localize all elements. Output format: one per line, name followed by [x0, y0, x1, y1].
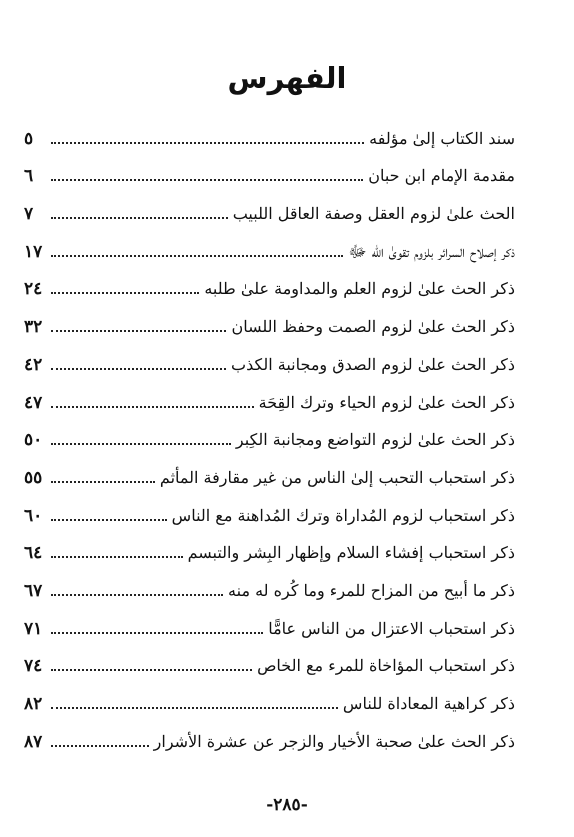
- toc-entry-page: ٧١: [24, 618, 43, 639]
- toc-entry-title: ذكر الحث علىٰ لزوم الصمت وحفظ اللسان: [231, 317, 515, 337]
- toc-entry-page: ٨٢: [24, 694, 43, 714]
- toc-entry-title: ذكر كراهية المعاداة للناس: [342, 694, 515, 713]
- dot-leader: [51, 179, 363, 181]
- toc-entry-page: ٦: [24, 166, 34, 187]
- toc-entry-page: ٦٠: [24, 505, 43, 526]
- toc-entry-page: ٧٤: [24, 656, 43, 677]
- toc-entry-title: ذكر استحباب التحبب إلىٰ الناس من غير مقارفة المأثم: [159, 467, 515, 487]
- toc-entry-page: ٤٢: [24, 354, 43, 375]
- toc-entry: [24, 187, 515, 225]
- toc-entry: [24, 451, 515, 489]
- dot-leader: [51, 368, 226, 370]
- dot-leader: [51, 556, 183, 558]
- toc-entry-page: ٤٧: [24, 392, 43, 413]
- toc-entry-title: ذكر إصلاح السرائر بلزوم تقوىٰ الله ﷻ: [348, 241, 515, 261]
- toc-entry-title: ذكر الحث علىٰ لزوم الحياء وترك القِحَة: [258, 392, 515, 412]
- toc-entry-page: ٨٧: [24, 731, 43, 752]
- toc-entry: [24, 300, 515, 338]
- toc-entry-title: ذكر ما أبيح من المزاح للمرء وما كُره له منه: [228, 580, 515, 600]
- dot-leader: [51, 142, 364, 144]
- toc-entry: [24, 225, 515, 263]
- dot-leader: [51, 255, 343, 257]
- toc-list: [24, 112, 515, 753]
- page-title: الفهرس: [227, 61, 347, 95]
- toc-entry-title: ذكر استحباب المؤاخاة للمرء مع الخاص: [257, 656, 515, 676]
- dot-leader: [51, 519, 167, 521]
- dot-leader: [51, 632, 263, 634]
- toc-entry: [24, 640, 515, 678]
- toc-entry: [24, 677, 515, 715]
- toc-entry-title: مقدمة الإمام ابن حبان: [368, 166, 515, 186]
- toc-entry: [24, 376, 515, 414]
- toc-entry: [24, 489, 515, 527]
- toc-entry-title: ذكر الحث علىٰ لزوم العلم والمداومة علىٰ طلبه: [204, 279, 515, 299]
- toc-entry: [24, 112, 515, 150]
- toc-entry: [24, 414, 515, 452]
- dot-leader: [51, 745, 149, 747]
- toc-entry-page: ٣٢: [24, 317, 43, 338]
- dot-leader: [51, 669, 252, 671]
- toc-entry-page: ٧: [24, 204, 34, 225]
- toc-entry: [24, 527, 515, 565]
- toc-entry-title: ذكر الحث علىٰ لزوم الصدق ومجانبة الكذب: [231, 354, 515, 374]
- toc-entry: [24, 715, 515, 753]
- dot-leader: [51, 217, 228, 219]
- toc-entry-page: ٥: [24, 128, 34, 149]
- dot-leader: [51, 330, 226, 332]
- toc-entry: [24, 150, 515, 188]
- dot-leader: [51, 406, 254, 408]
- dot-leader: [51, 481, 155, 483]
- toc-entry-title: الحث علىٰ لزوم العقل وصفة العاقل اللبيب: [232, 204, 515, 224]
- dot-leader: [51, 707, 338, 709]
- dot-leader: [51, 443, 231, 445]
- dot-leader: [51, 292, 199, 294]
- toc-entry: [24, 263, 515, 301]
- toc-entry-page: ٥٠: [24, 430, 43, 451]
- toc-entry-title: ذكر الحث علىٰ صحبة الأخيار والزجر عن عشرة الأشرار: [153, 731, 515, 751]
- toc-entry-title: سند الكتاب إلىٰ مؤلفه: [369, 128, 515, 148]
- toc-entry-page: ٥٥: [24, 467, 43, 488]
- toc-entry-title: ذكر استحباب إفشاء السلام وإظهار البِشر والتبسم: [187, 543, 515, 563]
- toc-entry-title: ذكر استحباب الاعتزال من الناس عامًّا: [268, 618, 515, 638]
- toc-entry-page: ٦٧: [24, 580, 43, 601]
- dot-leader: [51, 594, 223, 596]
- toc-entry-page: ٢٤: [24, 279, 43, 300]
- toc-entry-page: ١٧: [24, 241, 43, 262]
- toc-entry-page: ٦٤: [24, 543, 43, 564]
- toc-entry: [24, 338, 515, 376]
- toc-entry-title: ذكر استحباب لزوم المُداراة وترك المُداهنة مع الناس: [171, 505, 515, 525]
- page-number: -٢٨٥-: [266, 795, 308, 815]
- toc-entry-title: ذكر الحث علىٰ لزوم التواضع ومجانبة الكِبر: [235, 430, 515, 450]
- toc-entry: [24, 602, 515, 640]
- toc-entry: [24, 564, 515, 602]
